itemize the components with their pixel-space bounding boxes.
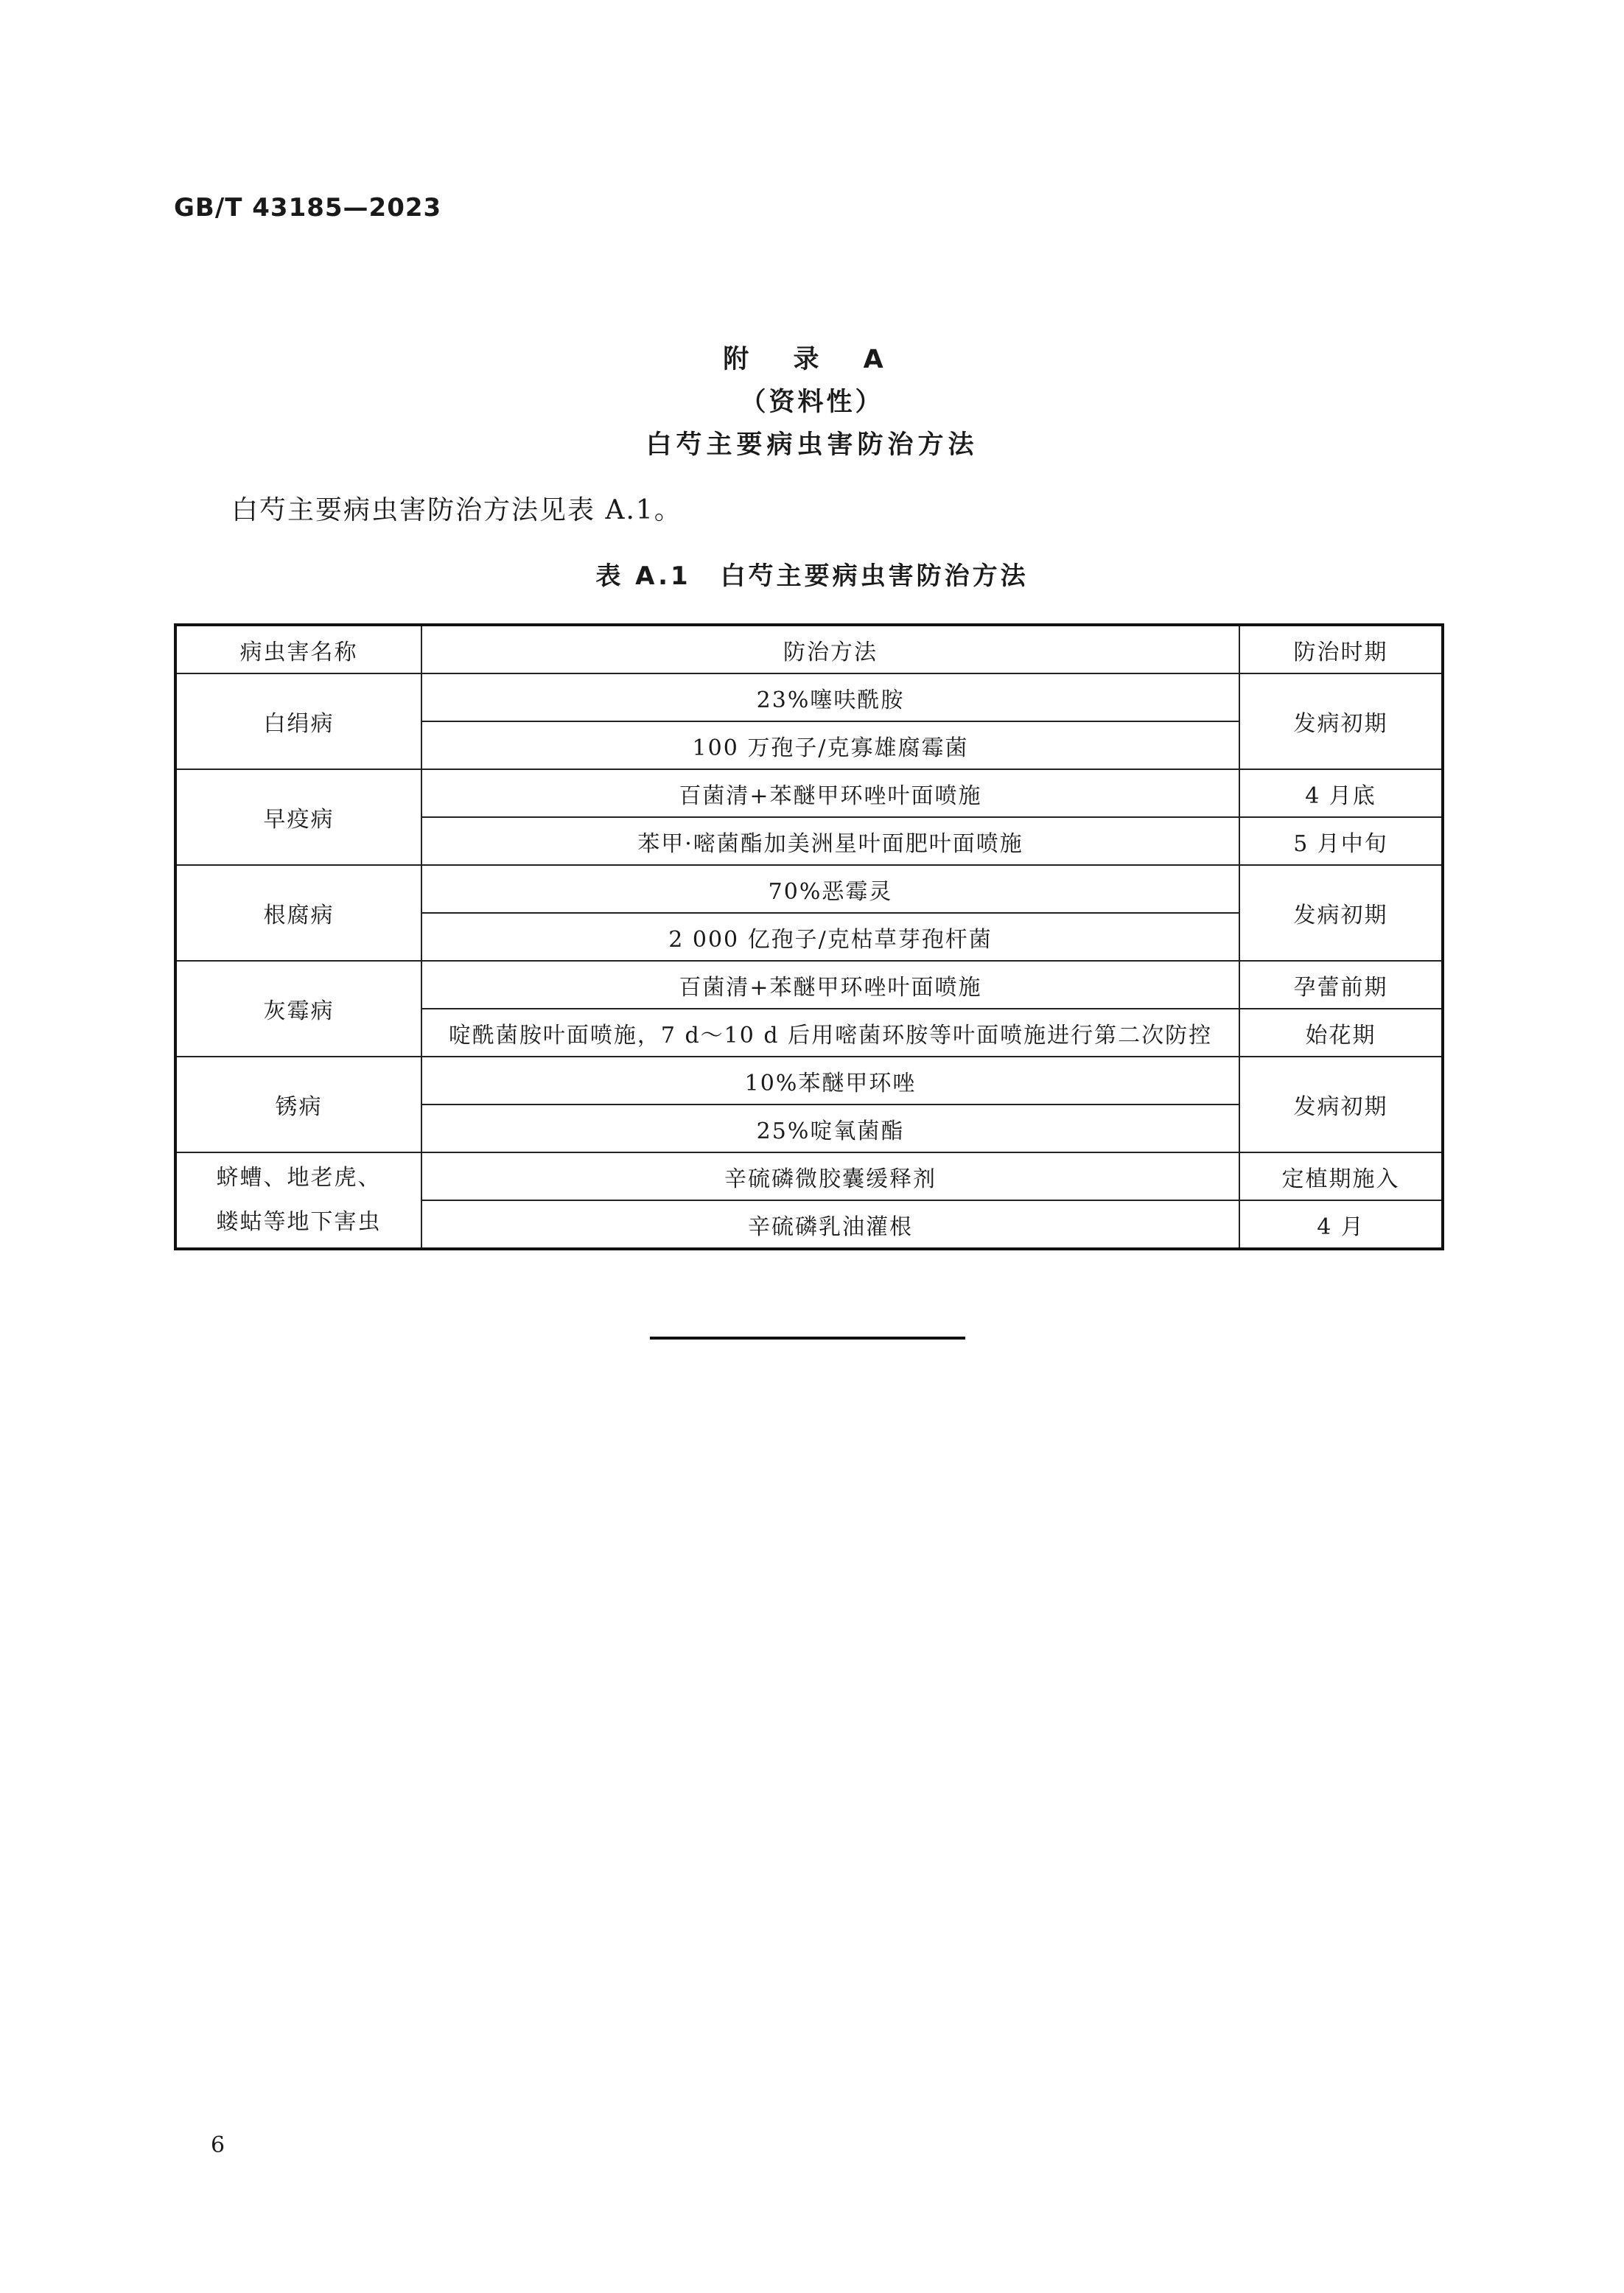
period-cell: 5 月中旬 — [1239, 817, 1443, 865]
table-caption-number: 表 A.1 — [595, 561, 691, 591]
method-cell: 百菌清+苯醚甲环唑叶面喷施 — [421, 769, 1239, 817]
appendix-label: 附 录 A — [723, 345, 901, 374]
period-cell: 发病初期 — [1239, 1057, 1443, 1152]
pest-name-cell: 白绢病 — [175, 673, 421, 769]
standard-number: GB/T 43185—2023 — [174, 193, 442, 223]
method-cell: 23%噻呋酰胺 — [421, 673, 1239, 721]
method-cell: 2 000 亿孢子/克枯草芽孢杆菌 — [421, 913, 1239, 961]
header-pest-name: 病虫害名称 — [175, 625, 421, 673]
appendix-type: （资料性） — [740, 388, 884, 417]
appendix-title: 白芍主要病虫害防治方法 — [645, 430, 979, 460]
method-cell: 苯甲·嘧菌酯加美洲星叶面肥叶面喷施 — [421, 817, 1239, 865]
table-row — [175, 673, 1443, 721]
period-cell: 始花期 — [1239, 1009, 1443, 1057]
pest-name-line: 蛴螬、地老虎、 — [216, 1165, 382, 1191]
pest-name-cell: 灰霉病 — [175, 961, 421, 1057]
table-row — [175, 961, 1443, 1009]
header-control-period: 防治时期 — [1239, 625, 1443, 673]
period-cell: 发病初期 — [1239, 865, 1443, 961]
pest-name-line: 蝼蛄等地下害虫 — [216, 1209, 382, 1235]
table-row — [175, 865, 1443, 913]
end-rule-divider — [650, 1337, 965, 1340]
pest-name-cell: 根腐病 — [175, 865, 421, 961]
period-cell: 4 月 — [1239, 1200, 1443, 1249]
method-cell: 百菌清+苯醚甲环唑叶面喷施 — [421, 961, 1239, 1009]
method-cell: 辛硫磷乳油灌根 — [421, 1200, 1239, 1249]
period-cell: 定植期施入 — [1239, 1152, 1443, 1200]
table-row — [175, 1152, 1443, 1200]
method-cell: 辛硫磷微胶囊缓释剂 — [421, 1152, 1239, 1200]
method-cell: 啶酰菌胺叶面喷施，7 d～10 d 后用嘧菌环胺等叶面喷施进行第二次防控 — [421, 1009, 1239, 1057]
pest-control-table — [174, 623, 1444, 1250]
table-header-row — [175, 625, 1443, 673]
method-cell: 100 万孢子/克寡雄腐霉菌 — [421, 721, 1239, 769]
period-cell: 孕蕾前期 — [1239, 961, 1443, 1009]
method-cell: 70%恶霉灵 — [421, 865, 1239, 913]
intro-paragraph: 白芍主要病虫害防治方法见表 A.1。 — [231, 495, 682, 525]
period-cell: 4 月底 — [1239, 769, 1443, 817]
table-row — [175, 1057, 1443, 1105]
page-number: 6 — [211, 2132, 225, 2158]
table-caption-title: 白芍主要病虫害防治方法 — [720, 561, 1029, 591]
pest-name-cell — [175, 1152, 421, 1249]
pest-name-cell: 早疫病 — [175, 769, 421, 865]
header-control-method: 防治方法 — [421, 625, 1239, 673]
method-cell: 10%苯醚甲环唑 — [421, 1057, 1239, 1105]
method-cell: 25%啶氧菌酯 — [421, 1105, 1239, 1152]
pest-name-cell: 锈病 — [175, 1057, 421, 1152]
table-caption — [0, 556, 1624, 592]
period-cell: 发病初期 — [1239, 673, 1443, 769]
table-row — [175, 769, 1443, 817]
